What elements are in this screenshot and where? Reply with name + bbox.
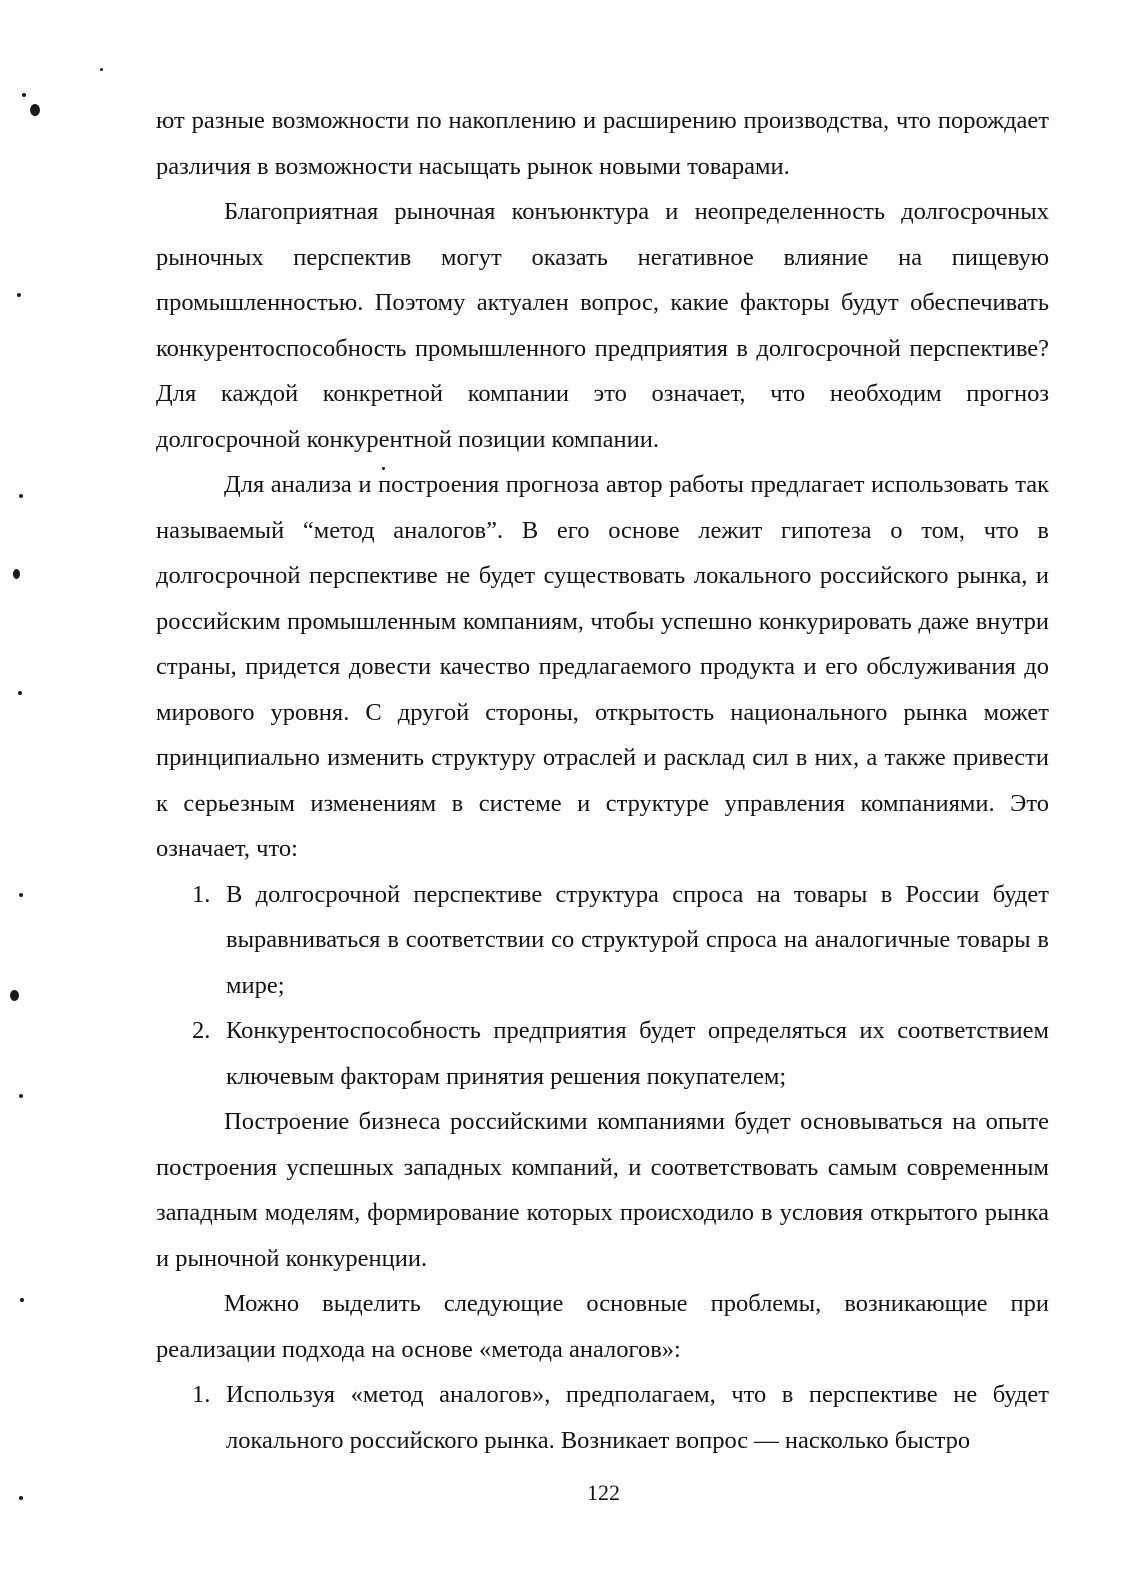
scan-speck — [19, 1496, 23, 1500]
numbered-list — [156, 1372, 1049, 1463]
scan-speck — [100, 68, 103, 71]
scan-speck — [13, 569, 20, 579]
list-item — [156, 1372, 1049, 1463]
list-number: 2. — [192, 1017, 211, 1044]
scan-speck — [18, 691, 22, 695]
scan-speck — [30, 104, 40, 116]
paragraph: Построение бизнеса российскими компаниями будет основываться на опыте построения успешных западных компаний, и соответствовать самым современным западным моделям, формирование которых происходило в условия открытого рынка и рыночной конкуренции. — [156, 1108, 1049, 1272]
list-item-text: В долгосрочной перспективе структура спроса на товары в России будет выравниваться в соответствии со структурой спроса на аналогичные товары в мире; — [226, 880, 1049, 999]
list-item — [156, 872, 1049, 1009]
page-number: 122 — [587, 1480, 620, 1505]
scan-speck — [17, 293, 21, 297]
list-item-text: Используя «метод аналогов», предполагаем, что в перспективе не будет локального российского рынка. Возникает вопрос — насколько быстро — [226, 1381, 1049, 1454]
scan-speck — [19, 1094, 23, 1098]
scan-speck — [19, 893, 23, 897]
paragraph: Можно выделить следующие основные проблемы, возникающие при реализации подхода на основе «метода аналогов»: — [156, 1290, 1049, 1363]
scan-speck — [10, 990, 19, 1001]
list-item-text: Конкурентоспособность предприятия будет определяться их соответствием ключевым факторам принятия решения покупателем; — [226, 1017, 1049, 1090]
body-text — [156, 98, 1049, 1463]
list-number: 1. — [192, 1381, 211, 1408]
paragraph: Для анализа и построения прогноза автор работы предлагает использовать так называемый “метод аналогов”. В его основе лежит гипотеза о том, что в долгосрочной перспективе не будет существовать локального российского рынка, и российским промышленным компаниям, чтобы успешно конкурировать даже внутри страны, придется довести качество предлагаемого продукта и его обслуживания до мирового уровня. С другой стороны, открытость национального рынка может принципиально изменить структуру отраслей и расклад сил в них, а также привести к серьезным изменениям в системе и структуре управления компаниями. Это означает, что: — [156, 471, 1049, 862]
paragraph: Благоприятная рыночная конъюнктура и неопределенность долгосрочных рыночных перспектив могут оказать негативное влияние на пищевую промышленностью. Поэтому актуален вопрос, какие факторы будут обеспечивать конкурентоспособность промышленного предприятия в долгосрочной перспективе? Для каждой конкретной компании это означает, что необходим прогноз долгосрочной конкурентной позиции компании. — [156, 198, 1049, 453]
numbered-list — [156, 872, 1049, 1100]
paragraph-continuation: ют разные возможности по накоплению и расширению производства, что порождает различия в возможности насыщать рынок новыми товарами. — [156, 107, 1049, 180]
scan-speck — [22, 93, 26, 97]
list-item — [156, 1008, 1049, 1099]
list-number: 1. — [192, 880, 211, 908]
scan-speck — [19, 494, 23, 498]
scan-speck — [20, 1298, 24, 1302]
